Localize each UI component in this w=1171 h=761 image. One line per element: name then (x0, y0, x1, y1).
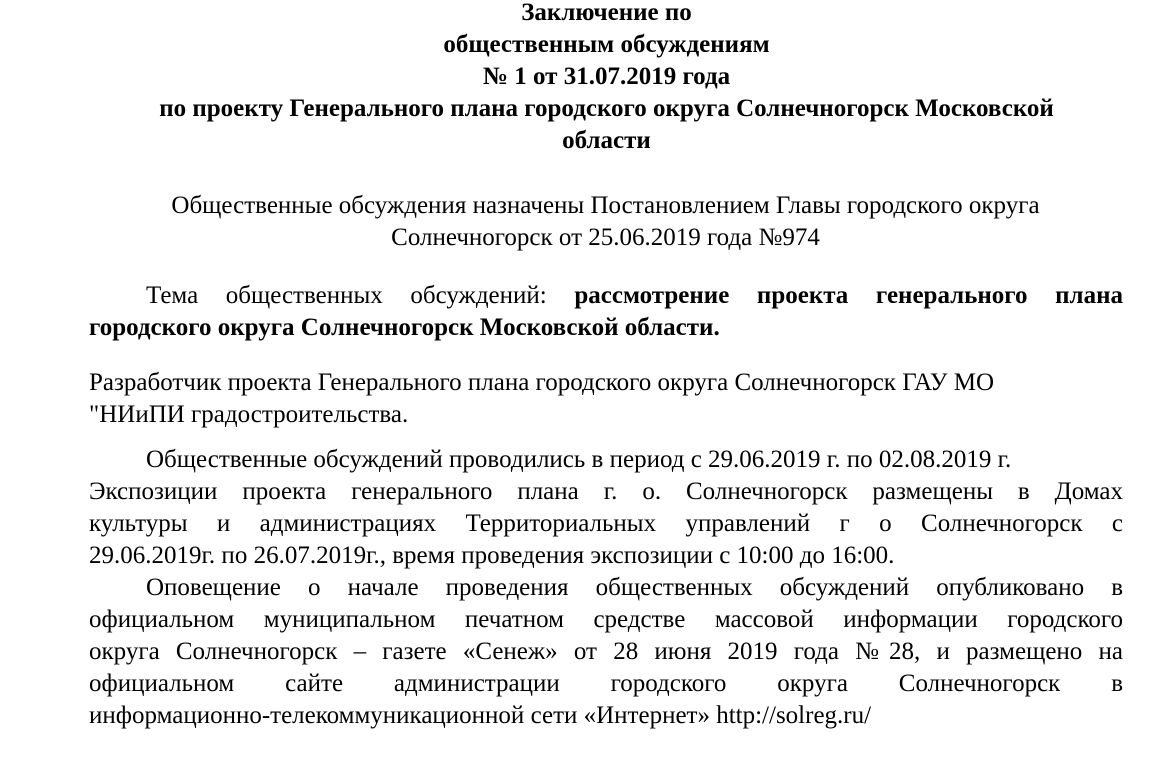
topic-value-part-2: городского округа Солнечногорск Московской области. (89, 314, 720, 341)
notice-line-2: официальном муниципальном печатном средстве массовой информации городского (89, 606, 1123, 633)
period-line-4: 29.06.2019г. по 26.07.2019г., время проведения экспозиции с 10:00 до 16:00. (89, 542, 895, 569)
topic-line-1 (146, 280, 1123, 312)
notice-line-4: официальном сайте администрации городского округа Солнечногорск в (89, 670, 1123, 697)
notice-line-1: Оповещение о начале проведения общественных обсуждений опубликовано в (146, 574, 1123, 601)
developer-line-1: Разработчик проекта Генерального плана городского округа Солнечногорск ГАУ МО (89, 369, 995, 396)
topic-value-part-1: рассмотрение проекта генерального плана (574, 282, 1123, 309)
notice-line-3: округа Солнечногорск – газете «Сенеж» от 28 июня 2019 года №28, и размещено на (89, 638, 1123, 665)
period-line-1: Общественные обсуждений проводились в период с 29.06.2019 г. по 02.08.2019 г. (146, 446, 1012, 473)
document-title-line-5: области (562, 127, 651, 154)
notice-line-5: информационно-телекоммуникационной сети «Интернет» http://solreg.ru/ (89, 702, 872, 729)
appointment-line-2: Солнечногорск от 25.06.2019 года №974 (391, 224, 820, 251)
period-line-2: Экспозиции проекта генерального плана г. о. Солнечногорск размещены в Домах (89, 478, 1123, 505)
document-title-line-1: Заключение по (521, 0, 692, 26)
developer-line-2: "НИиПИ градостроительства. (89, 401, 409, 428)
document-title-line-3: № 1 от 31.07.2019 года (482, 63, 731, 90)
topic-label: Тема общественных обсуждений: (146, 282, 575, 309)
appointment-line-1: Общественные обсуждения назначены Постановлением Главы городского округа (171, 192, 1040, 219)
document-title-line-4: по проекту Генерального плана городского округа Солнечногорск Московской (159, 95, 1054, 122)
period-line-3: культуры и администрациях Территориальных управлений г о Солнечногорск с (89, 510, 1123, 537)
document-title-line-2: общественным обсуждениям (443, 31, 770, 58)
